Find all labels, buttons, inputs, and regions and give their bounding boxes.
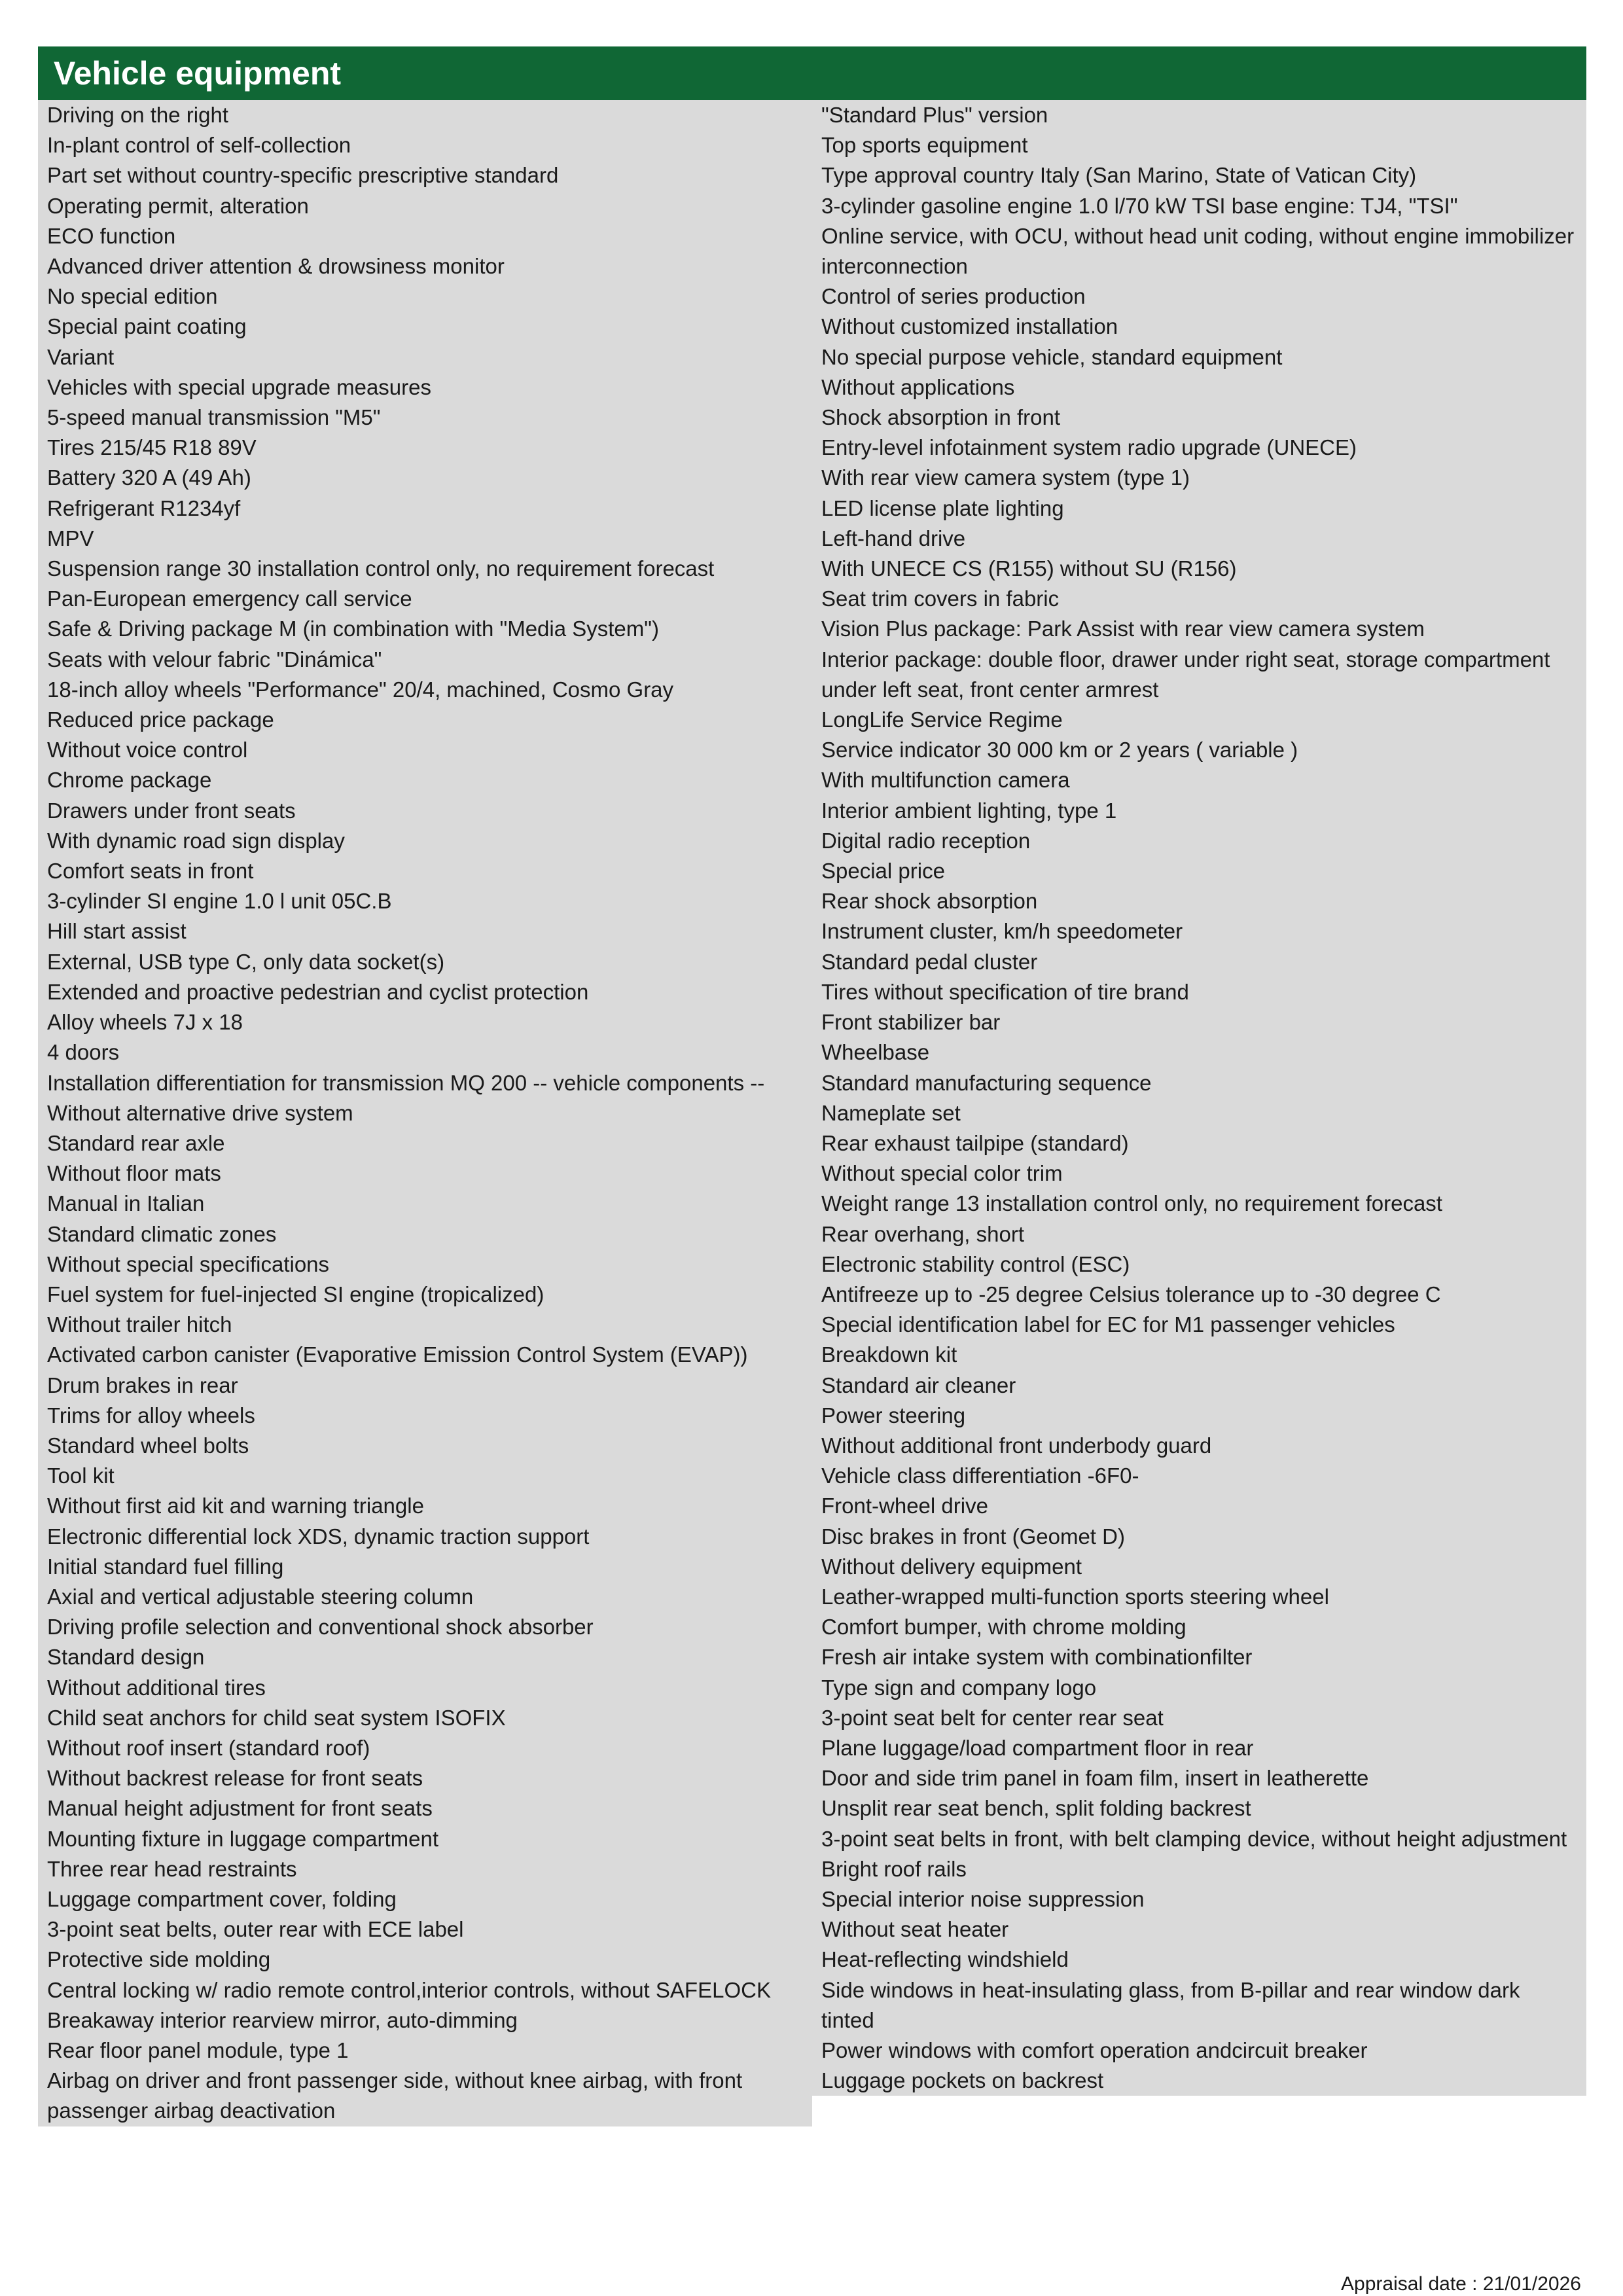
equipment-item: Online service, with OCU, without head unit coding, without engine immobilizer interconnection bbox=[821, 223, 1575, 279]
equipment-item: Hill start assist bbox=[47, 919, 187, 944]
equipment-item: Seats with velour fabric "Dinámica" bbox=[47, 647, 382, 672]
equipment-item: Standard air cleaner bbox=[821, 1372, 1016, 1397]
equipment-item: Comfort bumper, with chrome molding bbox=[821, 1615, 1186, 1640]
equipment-item: Control of series production bbox=[821, 284, 1086, 309]
equipment-item: Without special color trim bbox=[821, 1161, 1063, 1186]
equipment-item: Type sign and company logo bbox=[821, 1675, 1097, 1700]
equipment-item: "Standard Plus" version bbox=[821, 103, 1048, 127]
equipment-item: Electronic differential lock XDS, dynamic traction support bbox=[47, 1524, 590, 1549]
equipment-item: Variant bbox=[47, 344, 115, 369]
equipment-item: Standard manufacturing sequence bbox=[821, 1070, 1152, 1095]
equipment-item: Interior ambient lighting, type 1 bbox=[821, 798, 1117, 823]
equipment-item: Front-wheel drive bbox=[821, 1494, 988, 1518]
equipment-item: Activated carbon canister (Evaporative Emission Control System (EVAP)) bbox=[47, 1342, 748, 1367]
equipment-item: Breakaway interior rearview mirror, auto-dimming bbox=[47, 2007, 518, 2032]
equipment-item: Rear floor panel module, type 1 bbox=[47, 2038, 349, 2062]
equipment-item: Advanced driver attention & drowsiness monitor bbox=[47, 254, 505, 279]
equipment-item: Child seat anchors for child seat system ISOFIX bbox=[47, 1705, 506, 1730]
equipment-item: Entry-level infotainment system radio upgrade (UNECE) bbox=[821, 435, 1357, 460]
equipment-item: Seat trim covers in fabric bbox=[821, 586, 1060, 611]
equipment-item: Special price bbox=[821, 859, 945, 884]
equipment-item: Without applications bbox=[821, 374, 1015, 399]
equipment-item: 4 doors bbox=[47, 1040, 120, 1065]
equipment-item: Luggage pockets on backrest bbox=[821, 2068, 1104, 2093]
equipment-item: Refrigerant R1234yf bbox=[47, 495, 241, 520]
equipment-item: Without floor mats bbox=[47, 1161, 221, 1186]
equipment-item: Without first aid kit and warning triangle bbox=[47, 1494, 424, 1518]
equipment-item: Vision Plus package: Park Assist with rear view camera system bbox=[821, 617, 1425, 641]
equipment-item: Vehicle class differentiation -6F0- bbox=[821, 1463, 1139, 1488]
equipment-item: 3-point seat belt for center rear seat bbox=[821, 1705, 1164, 1730]
equipment-item: Weight range 13 installation control only, no requirement forecast bbox=[821, 1191, 1442, 1216]
equipment-item: Extended and proactive pedestrian and cyclist protection bbox=[47, 979, 589, 1004]
equipment-item: No special purpose vehicle, standard equipment bbox=[821, 344, 1283, 369]
equipment-item: Reduced price package bbox=[47, 708, 274, 732]
equipment-item: Without customized installation bbox=[821, 314, 1118, 339]
equipment-item: Manual height adjustment for front seats bbox=[47, 1796, 433, 1821]
equipment-item: Drum brakes in rear bbox=[47, 1372, 238, 1397]
equipment-item: Rear shock absorption bbox=[821, 889, 1038, 914]
equipment-item: With dynamic road sign display bbox=[47, 828, 345, 853]
equipment-item: No special edition bbox=[47, 284, 218, 309]
equipment-item: Tires without specification of tire brand bbox=[821, 979, 1189, 1004]
equipment-item: Driving profile selection and conventional shock absorber bbox=[47, 1615, 594, 1640]
equipment-item: Protective side molding bbox=[47, 1947, 271, 1972]
equipment-item: Airbag on driver and front passenger side, without knee airbag, with front passenger airbag deactivation bbox=[47, 2068, 743, 2123]
equipment-item: In-plant control of self-collection bbox=[47, 133, 351, 158]
equipment-item: With multifunction camera bbox=[821, 768, 1070, 793]
equipment-item: With UNECE CS (R155) without SU (R156) bbox=[821, 556, 1237, 581]
equipment-item: Instrument cluster, km/h speedometer bbox=[821, 919, 1183, 944]
equipment-item: Battery 320 A (49 Ah) bbox=[47, 465, 251, 490]
equipment-item: Without delivery equipment bbox=[821, 1554, 1082, 1579]
equipment-item: 3-point seat belts in front, with belt clamping device, without height adjustment bbox=[821, 1826, 1567, 1851]
equipment-item: Axial and vertical adjustable steering column bbox=[47, 1584, 474, 1609]
equipment-item: Driving on the right bbox=[47, 103, 228, 127]
equipment-item: Initial standard fuel filling bbox=[47, 1554, 284, 1579]
equipment-item: Comfort seats in front bbox=[47, 859, 254, 884]
equipment-item: External, USB type C, only data socket(s) bbox=[47, 949, 445, 974]
equipment-item: Pan-European emergency call service bbox=[47, 586, 412, 611]
equipment-item: Rear exhaust tailpipe (standard) bbox=[821, 1130, 1129, 1155]
equipment-item: Wheelbase bbox=[821, 1040, 930, 1065]
equipment-item: Plane luggage/load compartment floor in rear bbox=[821, 1735, 1254, 1760]
equipment-item: Power windows with comfort operation andcircuit breaker bbox=[821, 2038, 1368, 2062]
equipment-item: Interior package: double floor, drawer under right seat, storage compartment under left seat, front center armrest bbox=[821, 647, 1550, 702]
equipment-item: Installation differentiation for transmission MQ 200 -- vehicle components -- bbox=[47, 1070, 765, 1095]
equipment-item: 18-inch alloy wheels "Performance" 20/4, machined, Cosmo Gray bbox=[47, 677, 674, 702]
equipment-item: Unsplit rear seat bench, split folding backrest bbox=[821, 1796, 1251, 1821]
equipment-item: MPV bbox=[47, 526, 94, 550]
equipment-item: 3-cylinder gasoline engine 1.0 l/70 kW TSI base engine: TJ4, "TSI" bbox=[821, 193, 1458, 218]
equipment-item: Standard rear axle bbox=[47, 1130, 225, 1155]
equipment-item: Special interior noise suppression bbox=[821, 1886, 1145, 1911]
equipment-item: Disc brakes in front (Geomet D) bbox=[821, 1524, 1125, 1549]
equipment-item: Without special specifications bbox=[47, 1251, 330, 1276]
equipment-item: Digital radio reception bbox=[821, 828, 1031, 853]
appraisal-date: Appraisal date : 21/01/2026 bbox=[1341, 2273, 1581, 2295]
equipment-item: Bright roof rails bbox=[821, 1856, 967, 1881]
equipment-item: Electronic stability control (ESC) bbox=[821, 1251, 1130, 1276]
equipment-item: Without backrest release for front seats bbox=[47, 1766, 423, 1791]
equipment-item: Standard pedal cluster bbox=[821, 949, 1038, 974]
equipment-item: 3-point seat belts, outer rear with ECE label bbox=[47, 1917, 464, 1942]
equipment-item: Without voice control bbox=[47, 738, 248, 762]
equipment-item: Alloy wheels 7J x 18 bbox=[47, 1010, 243, 1035]
equipment-item: LED license plate lighting bbox=[821, 495, 1064, 520]
equipment-item: Without trailer hitch bbox=[47, 1312, 232, 1337]
equipment-item: Luggage compartment cover, folding bbox=[47, 1886, 397, 1911]
equipment-item: Power steering bbox=[821, 1403, 966, 1427]
equipment-item: Three rear head restraints bbox=[47, 1856, 297, 1881]
equipment-item: 3-cylinder SI engine 1.0 l unit 05C.B bbox=[47, 889, 392, 914]
equipment-item: Without additional tires bbox=[47, 1675, 266, 1700]
equipment-item: Central locking w/ radio remote control,interior controls, without SAFELOCK bbox=[47, 1977, 771, 2002]
equipment-item: Leather-wrapped multi-function sports steering wheel bbox=[821, 1584, 1329, 1609]
equipment-item: Heat-reflecting windshield bbox=[821, 1947, 1069, 1972]
equipment-list-left bbox=[38, 100, 812, 2126]
equipment-item: Chrome package bbox=[47, 768, 212, 793]
equipment-item: With rear view camera system (type 1) bbox=[821, 465, 1190, 490]
equipment-item: Standard climatic zones bbox=[47, 1221, 277, 1246]
equipment-item: Without roof insert (standard roof) bbox=[47, 1735, 370, 1760]
equipment-item: ECO function bbox=[47, 223, 176, 248]
equipment-list-right bbox=[812, 100, 1586, 2096]
equipment-item: 5-speed manual transmission "M5" bbox=[47, 405, 381, 430]
equipment-item: Tires 215/45 R18 89V bbox=[47, 435, 257, 460]
equipment-item: Tool kit bbox=[47, 1463, 115, 1488]
equipment-item: Mounting fixture in luggage compartment bbox=[47, 1826, 438, 1851]
equipment-item: Top sports equipment bbox=[821, 133, 1028, 158]
equipment-item: Standard wheel bolts bbox=[47, 1433, 249, 1458]
equipment-item: Rear overhang, short bbox=[821, 1221, 1025, 1246]
equipment-item: Fresh air intake system with combinationfilter bbox=[821, 1645, 1253, 1670]
equipment-item: Part set without country-specific prescriptive standard bbox=[47, 163, 559, 188]
equipment-item: Shock absorption in front bbox=[821, 405, 1061, 430]
equipment-item: Breakdown kit bbox=[821, 1342, 957, 1367]
equipment-item: LongLife Service Regime bbox=[821, 708, 1063, 732]
equipment-item: Drawers under front seats bbox=[47, 798, 296, 823]
equipment-item: Vehicles with special upgrade measures bbox=[47, 374, 431, 399]
equipment-item: Fuel system for fuel-injected SI engine (tropicalized) bbox=[47, 1282, 544, 1306]
equipment-item: Type approval country Italy (San Marino, State of Vatican City) bbox=[821, 163, 1417, 188]
equipment-item: Suspension range 30 installation control only, no requirement forecast bbox=[47, 556, 715, 581]
equipment-item: Standard design bbox=[47, 1645, 205, 1670]
equipment-item: Special paint coating bbox=[47, 314, 247, 339]
equipment-item: Service indicator 30 000 km or 2 years ( variable ) bbox=[821, 738, 1298, 762]
equipment-item: Left-hand drive bbox=[821, 526, 966, 550]
equipment-item: Without additional front underbody guard bbox=[821, 1433, 1212, 1458]
equipment-item: Operating permit, alteration bbox=[47, 193, 309, 218]
equipment-item: Door and side trim panel in foam film, insert in leatherette bbox=[821, 1766, 1369, 1791]
equipment-item: Safe & Driving package M (in combination with "Media System") bbox=[47, 617, 659, 641]
equipment-item: Special identification label for EC for M1 passenger vehicles bbox=[821, 1312, 1395, 1337]
equipment-item: Front stabilizer bar bbox=[821, 1010, 1001, 1035]
equipment-item: Trims for alloy wheels bbox=[47, 1403, 255, 1427]
equipment-item: Without seat heater bbox=[821, 1917, 1009, 1942]
equipment-item: Antifreeze up to -25 degree Celsius tolerance up to -30 degree C bbox=[821, 1282, 1441, 1306]
equipment-item: Without alternative drive system bbox=[47, 1100, 353, 1125]
equipment-item: Manual in Italian bbox=[47, 1191, 205, 1216]
section-title: Vehicle equipment bbox=[38, 46, 1586, 100]
equipment-item: Nameplate set bbox=[821, 1100, 961, 1125]
equipment-item: Side windows in heat-insulating glass, from B-pillar and rear window dark tinted bbox=[821, 1977, 1520, 2032]
